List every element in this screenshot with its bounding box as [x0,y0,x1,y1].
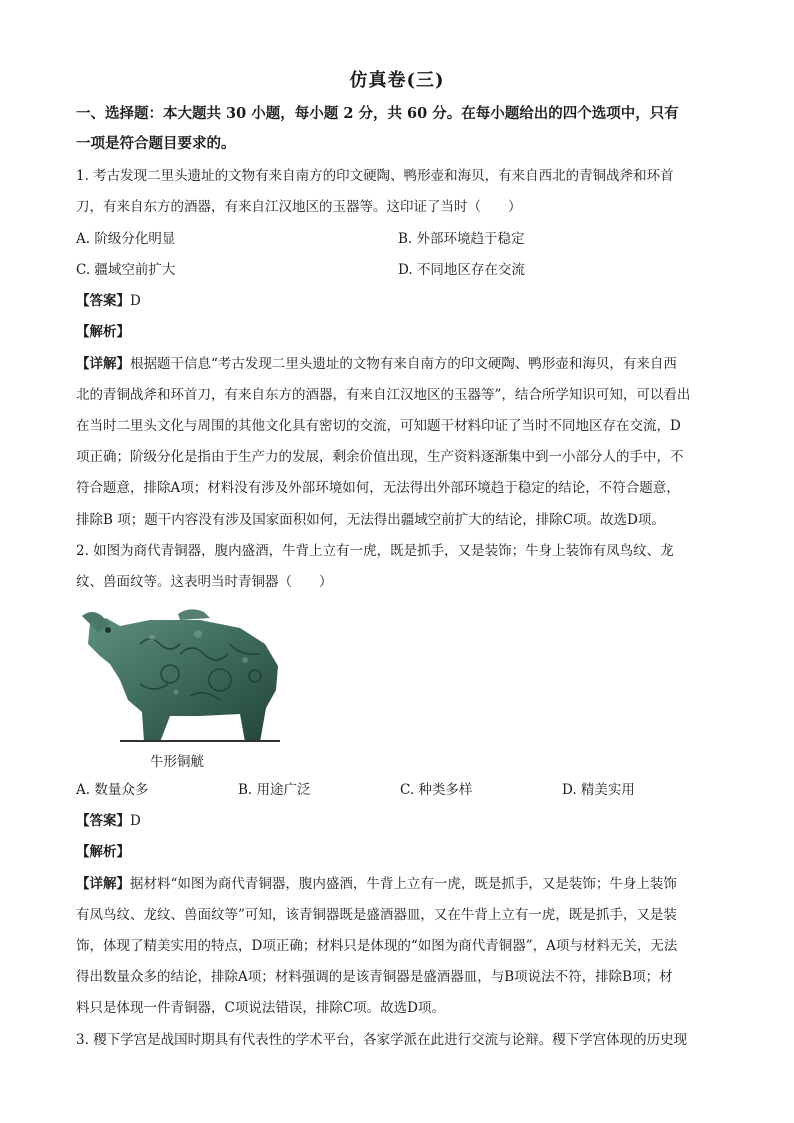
q2-answer [76,811,141,831]
q3-stem-line1: 3. 稷下学宫是战国时期具有代表性的学术平台，各家学派在此进行交流与论辩。稷下学宫体现的历史现 [76,1032,688,1048]
bronze-ox-vessel-image [80,604,282,742]
q1-detail-text1: 根据题干信息“考古发现二里头遗址的文物有来自南方的印文硬陶、鸭形壶和海贝，有来自西 [130,356,677,372]
q1-detail-line4: 项正确；阶级分化是指由于生产力的发展，剩余价值出现，生产资料逐渐集中到一小部分人的手中，不 [76,449,684,465]
q1-detail-line1 [76,354,677,374]
q2-stem-line1: 2. 如图为商代青铜器，腹内盛酒，牛背上立有一虎，既是抓手，又是装饰；牛身上装饰有凤鸟纹、龙 [76,543,674,559]
q2-option-a: A. 数量众多 [76,782,149,798]
q1-detail-line3: 在当时二里头文化与周围的其他文化具有密切的交流，可知题干材料印证了当时不同地区存在交流，D [76,418,681,434]
q2-stem-line2: 纹、兽面纹等。这表明当时青铜器（ ） [76,574,333,590]
q2-detail-line5: 料只是体现一件青铜器，C项说法错误，排除C项。故选D项。 [76,1000,445,1016]
q1-option-b: B. 外部环境趋于稳定 [398,231,525,247]
q2-option-c: C. 种类多样 [400,782,473,798]
q2-detail-line4: 得出数量众多的结论，排除A项；材料强调的是该青铜器是盛酒器皿，与B项说法不符，排除B项；材 [76,969,673,985]
q2-detail-line3: 饰，体现了精美实用的特点，D项正确；材料只是体现的“如图为商代青铜器”，A项与材料无关，无法 [76,938,678,954]
q1-detail-line2: 北的青铜战斧和环首刀，有来自东方的酒器，有来自江汉地区的玉器等”，结合所学知识可知，可以看出 [76,387,691,403]
q2-option-b: B. 用途广泛 [238,782,311,798]
q1-option-c: C. 疆域空前扩大 [76,262,176,278]
q2-answer-value: D [130,813,141,829]
q2-analysis-tag: 【解析】 [76,844,130,860]
q1-answer-value: D [130,293,141,309]
q1-analysis-tag: 【解析】 [76,324,130,340]
q2-detail-text1: 据材料“如图为商代青铜器，腹内盛酒，牛背上立有一虎，既是抓手，又是装饰；牛身上装饰 [130,876,677,892]
q2-detail-tag: 【详解】 [76,876,130,892]
q1-answer [76,291,141,311]
q2-detail-line2: 有凤鸟纹、龙纹、兽面纹等”可知，该青铜器既是盛酒器皿，又在牛背上立有一虎，既是抓手，又是装 [76,907,677,923]
q2-option-d: D. 精美实用 [562,782,635,798]
figure-caption: 牛形铜觥 [150,754,204,770]
q1-detail-tag: 【详解】 [76,356,130,372]
section-heading-line1: 一、选择题：本大题共 30 小题，每小题 2 分，共 60 分。在每小题给出的四个选项中，只有 [76,105,679,122]
q1-stem-line1: 1. 考古发现二里头遗址的文物有来自南方的印文硬陶、鸭形壶和海贝，有来自西北的青铜战斧和环首 [76,168,674,184]
q1-stem-line2: 刀，有来自东方的酒器，有来自江汉地区的玉器等。这印证了当时（ ） [76,199,522,215]
q1-detail-line6: 排除B 项；题干内容没有涉及国家面积如何，无法得出疆域空前扩大的结论，排除C项。故选D项。 [76,512,665,528]
q1-option-d: D. 不同地区存在交流 [398,262,525,278]
q2-detail-line1 [76,874,677,894]
q1-option-a: A. 阶级分化明显 [76,231,176,247]
q1-detail-line5: 符合题意，排除A项；材料没有涉及外部环境如何，无法得出外部环境趋于稳定的结论，不符合题意， [76,480,680,496]
q1-answer-tag: 【答案】 [76,293,130,309]
page-title: 仿真卷(三) [349,70,445,91]
q2-answer-tag: 【答案】 [76,813,130,829]
section-heading-line2: 一项是符合题目要求的。 [76,135,236,152]
